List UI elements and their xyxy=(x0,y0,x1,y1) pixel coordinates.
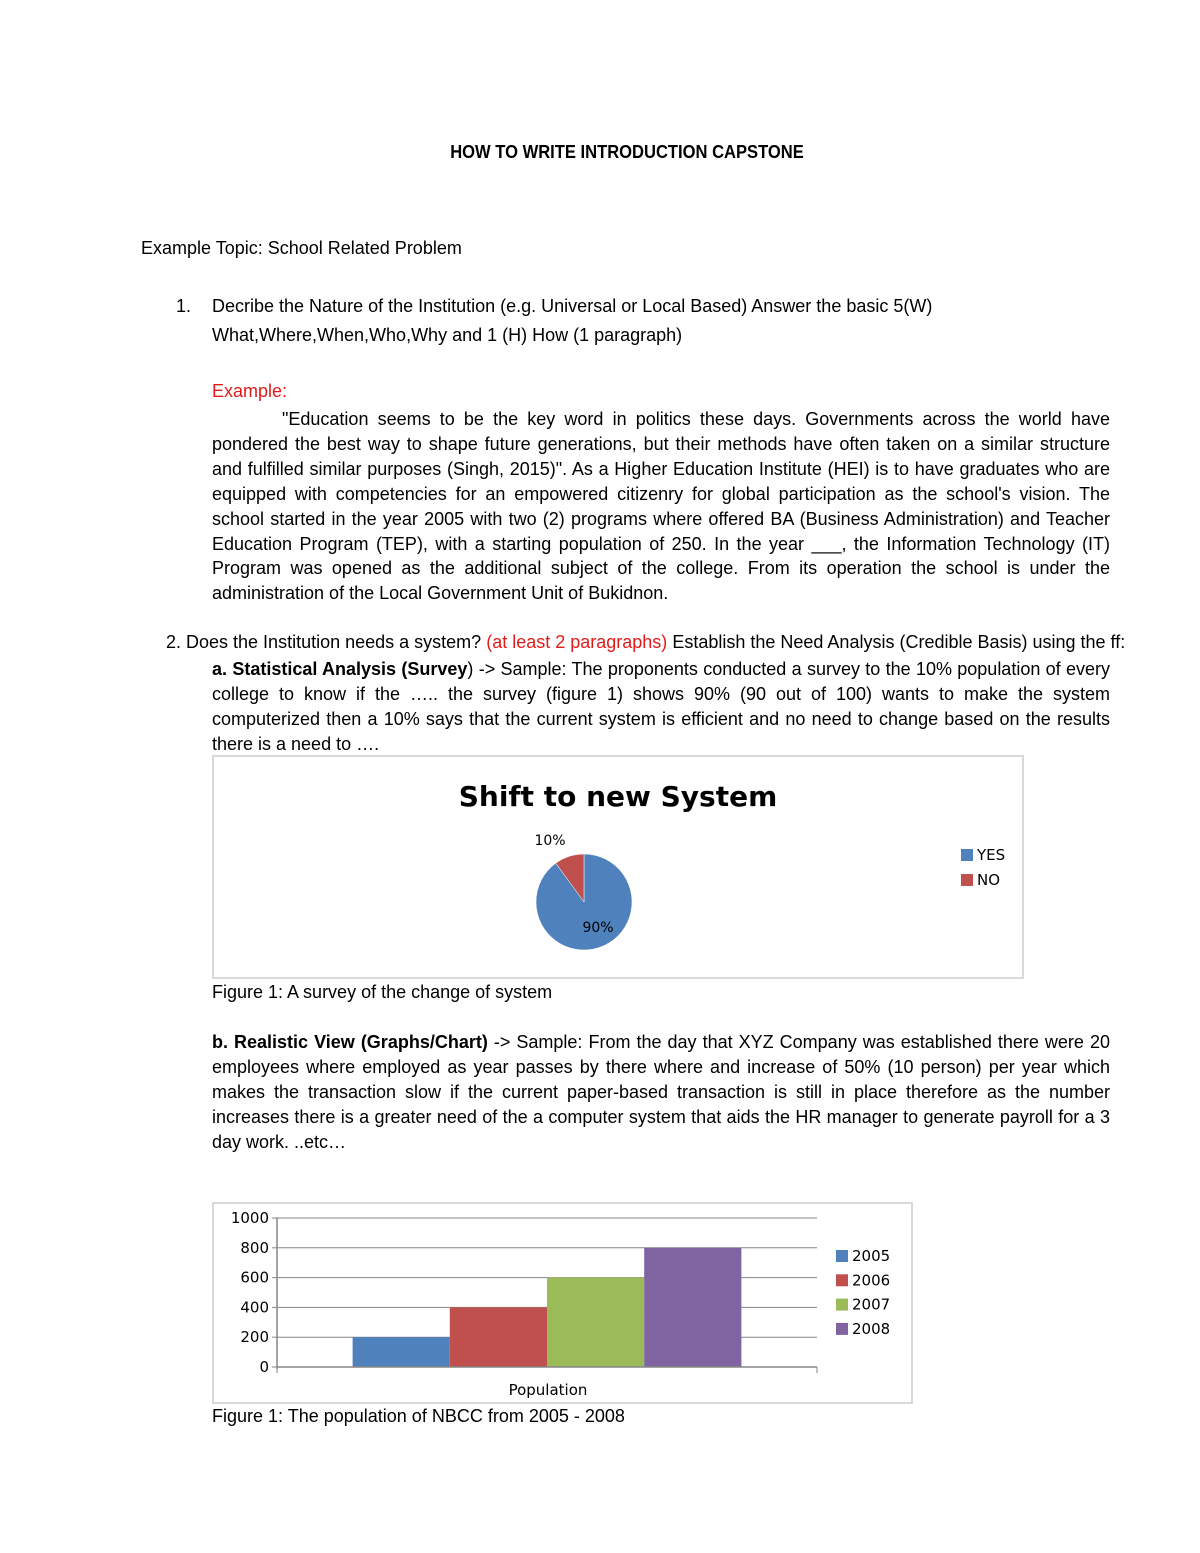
y-tick-label: 800 xyxy=(240,1238,269,1257)
bar-2007 xyxy=(547,1278,644,1367)
legend-label-2005: 2005 xyxy=(852,1247,891,1265)
figure-1-caption: Figure 1: A survey of the change of system xyxy=(212,982,553,1002)
statistical-analysis-label: a. Statistical Analysis (Survey xyxy=(212,659,468,679)
realistic-view-paragraph xyxy=(212,1030,1110,1155)
bar-chart xyxy=(214,1204,911,1402)
item-2-prefix: 2. Does the Institution needs a system? xyxy=(166,632,482,652)
item-2-suffix: Establish the Need Analysis (Credible Basis) using the ff: xyxy=(672,632,1126,652)
legend-swatch-yes xyxy=(961,849,973,861)
realistic-view-label: b. Realistic View (Graphs/Chart) xyxy=(212,1032,488,1052)
legend-swatch-no xyxy=(961,874,973,886)
legend-swatch-2005 xyxy=(836,1250,848,1262)
pie-chart xyxy=(214,757,1022,977)
statistical-analysis-paragraph xyxy=(212,657,1110,757)
pie-data-label-no: 10% xyxy=(534,833,566,849)
legend-label-2007: 2007 xyxy=(852,1295,891,1314)
y-tick-label: 200 xyxy=(240,1328,269,1347)
example-label: Example: xyxy=(212,381,288,401)
realistic-view-text: -> Sample: From the day that XYZ Company was established there were 20 employees where employed as year passes by there where and increase of 50% (10 person) per year which makes the transaction slow if the current paper-based transaction is still in place therefore as the number increases there is a greater need of the a computer system that aids the HR manager to generate payroll for a 3 day work. ..etc… xyxy=(212,1032,1110,1152)
item-2-heading xyxy=(166,632,1125,653)
document-title: HOW TO WRITE INTRODUCTION CAPSTONE xyxy=(450,142,804,162)
bar-2005 xyxy=(353,1337,450,1367)
legend-label-yes: YES xyxy=(977,846,1006,864)
pie-chart-title: Shift to new System xyxy=(458,780,778,813)
legend-label-2006: 2006 xyxy=(852,1271,891,1290)
bar-2006 xyxy=(450,1307,547,1367)
item-1-line-1: Decribe the Nature of the Institution (e.g. Universal or Local Based) Answer the basic 5(W) xyxy=(212,296,933,316)
example-topic: Example Topic: School Related Problem xyxy=(141,238,462,258)
example-paragraph xyxy=(212,407,1110,606)
statistical-analysis-text: -> Sample: The proponents conducted a survey to the 10% population of every college to know if the ….. the survey (figure 1) shows 90% (90 out of 100) wants to make the system computerized then a 10% says that the current system is efficient and no need to change based on the results there is a need to …. xyxy=(212,659,1110,754)
figure-2-caption: Figure 1: The population of NBCC from 2005 - 2008 xyxy=(212,1406,625,1426)
item-1-number: 1. xyxy=(176,296,192,316)
legend-swatch-2007 xyxy=(836,1299,848,1311)
y-tick-label: 600 xyxy=(240,1268,269,1287)
example-paragraph-text: "Education seems to be the key word in politics these days. Governments across the world have pondered the best way to shape future generations, but their methods have often taken on a similar structure and fulfilled similar purposes (Singh, 2015)". As a Higher Education Institute (HEI) is to have graduates who are equipped with competencies for an empowered citizenry for global participation as the school's vision. The school started in the year 2005 with two (2) programs where offered BA (Business Administration) and Teacher Education Program (TEP), with a starting population of 250. In the year ___, the Information Technology (IT) Program was opened as the additional subject of the college. From its operation the school is under the administration of the Local Government Unit of Bukidnon. xyxy=(212,409,1110,604)
y-tick-label: 400 xyxy=(240,1298,269,1317)
item-2-note: (at least 2 paragraphs) xyxy=(486,632,668,652)
pie-chart-frame xyxy=(212,755,1024,979)
pie-data-label-yes: 90% xyxy=(582,920,614,936)
bar-2008 xyxy=(644,1248,741,1367)
y-tick-label: 1000 xyxy=(230,1209,269,1227)
legend-swatch-2008 xyxy=(836,1323,848,1335)
y-tick-label: 0 xyxy=(259,1358,269,1376)
bar-chart-frame xyxy=(212,1202,913,1404)
legend-swatch-2006 xyxy=(836,1274,848,1286)
statistical-analysis-label-close: ) xyxy=(467,659,474,679)
x-category-label: Population xyxy=(508,1381,588,1399)
legend-label-no: NO xyxy=(977,871,1001,889)
item-1-line-2: What,Where,When,Who,Why and 1 (H) How (1 paragraph) xyxy=(212,325,683,345)
legend-label-2008: 2008 xyxy=(852,1319,891,1338)
